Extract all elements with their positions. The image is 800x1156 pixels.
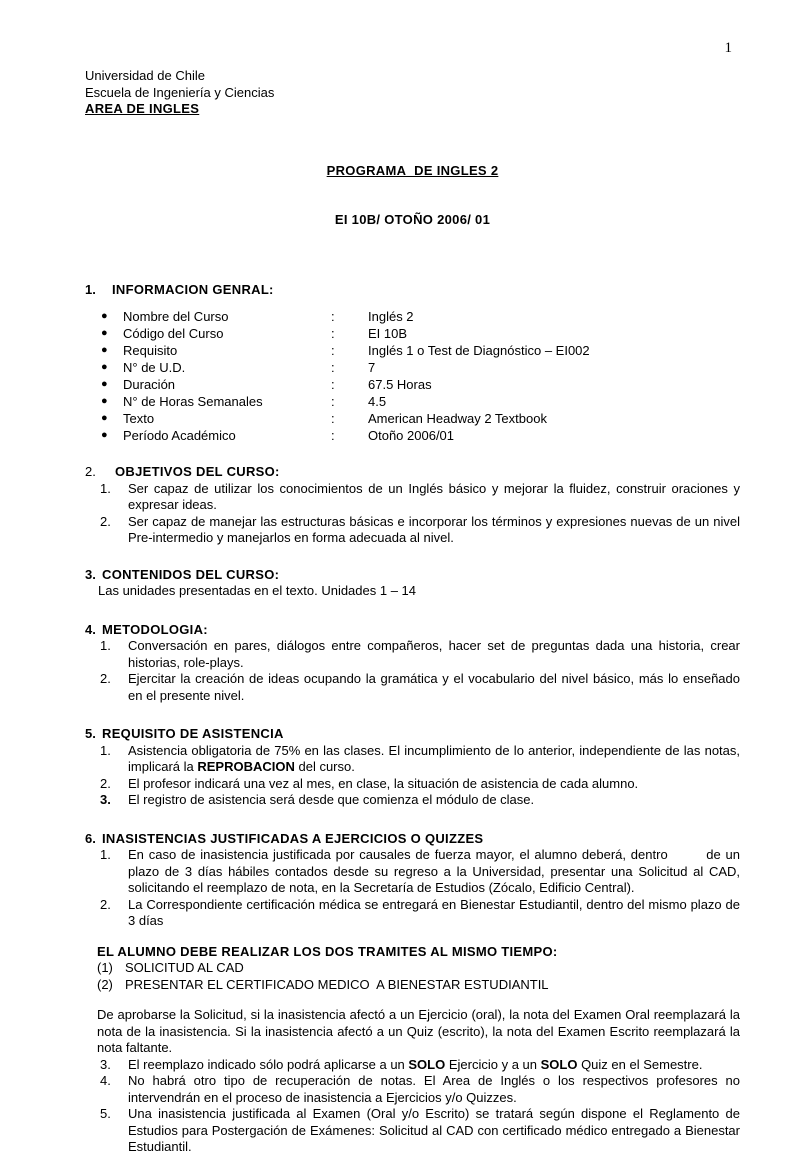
info-value: Inglés 2 bbox=[368, 309, 414, 324]
item-text-run: En caso de inasistencia justificada por causales de fuerza mayor, el alumno deberá, dentro de un plazo de 3 días hábiles contados desde su regreso a la Universidad, presentar una Solicitud al CAD, solicitando el reemplazo de nota, en la Secretaría de Estudios (Zócalo, Edificio Central). bbox=[128, 847, 744, 895]
section-1-heading bbox=[85, 282, 740, 299]
item-text bbox=[128, 776, 740, 793]
section-6-number: 6. bbox=[85, 830, 96, 846]
section-1-title: INFORMACION GENRAL: bbox=[112, 281, 274, 297]
item-text bbox=[128, 671, 744, 704]
info-separator: : bbox=[331, 326, 335, 341]
info-separator: : bbox=[331, 394, 335, 409]
tramite-text: PRESENTAR EL CERTIFICADO MEDICO A BIENESTAR ESTUDIANTIL bbox=[125, 976, 549, 992]
tramites-block bbox=[85, 944, 740, 994]
list-item bbox=[100, 1057, 740, 1074]
section-3-body: Las unidades presentadas en el texto. Unidades 1 – 14 bbox=[98, 583, 417, 598]
bullet-icon: ● bbox=[101, 412, 108, 424]
list-item bbox=[100, 776, 740, 793]
info-row-texto bbox=[101, 410, 740, 427]
list-item bbox=[100, 1106, 744, 1156]
item-number: 2. bbox=[100, 513, 111, 529]
info-value: EI 10B bbox=[368, 326, 408, 341]
item-text-bold-run: SOLO bbox=[540, 1056, 578, 1072]
list-item bbox=[100, 847, 744, 897]
item-text bbox=[128, 480, 744, 514]
list-item bbox=[100, 513, 744, 547]
org-header bbox=[85, 68, 740, 118]
section-3-number: 3. bbox=[85, 566, 96, 582]
tramite-item bbox=[97, 977, 740, 994]
item-text-run: El profesor indicará una vez al mes, en clase, la situación de asistencia de cada alumno. bbox=[128, 775, 639, 791]
item-number: 1. bbox=[100, 742, 111, 758]
info-label: Período Académico bbox=[123, 428, 236, 443]
item-text bbox=[128, 1106, 744, 1156]
item-text-run: Quiz en el Semestre. bbox=[577, 1056, 703, 1072]
item-text-run: Conversación en pares, diálogos entre compañeros, hacer set de preguntas dada una historia, crear historias, role-plays. bbox=[128, 638, 744, 670]
item-number: 4. bbox=[100, 1073, 111, 1088]
item-text bbox=[128, 638, 744, 671]
info-label: Código del Curso bbox=[123, 326, 224, 341]
info-value: Otoño 2006/01 bbox=[368, 428, 455, 443]
item-text bbox=[128, 513, 744, 547]
tramite-text: SOLICITUD AL CAD bbox=[125, 960, 244, 975]
item-text bbox=[128, 896, 744, 930]
info-label: N° de Horas Semanales bbox=[123, 394, 263, 409]
info-label: Nombre del Curso bbox=[123, 309, 229, 324]
list-item bbox=[100, 638, 744, 671]
item-number: 3. bbox=[100, 1056, 111, 1072]
list-item bbox=[100, 742, 744, 776]
section-2-heading bbox=[85, 464, 740, 481]
bullet-icon: ● bbox=[101, 378, 108, 390]
section-2-list bbox=[85, 480, 744, 547]
section-4-heading bbox=[85, 622, 740, 639]
item-text-run: El registro de asistencia será desde que comienza el módulo de clase. bbox=[128, 792, 535, 807]
section-6-title: INASISTENCIAS JUSTIFICADAS A EJERCICIOS O QUIZZES bbox=[102, 830, 484, 846]
info-row-codigo bbox=[101, 325, 740, 342]
info-label: Requisito bbox=[123, 343, 178, 358]
list-item bbox=[100, 896, 744, 930]
item-number: 1. bbox=[100, 847, 111, 862]
item-text bbox=[128, 847, 744, 897]
section-6-list-bottom bbox=[85, 1056, 744, 1156]
item-text-run: Ser capaz de manejar las estructuras básicas e incorporar los términos y expresiones nuevas de un nivel Pre-intermedio y manejarlos en forma adecuada al nivel. bbox=[128, 513, 744, 545]
section-2-title: OBJETIVOS DEL CURSO: bbox=[115, 464, 280, 479]
item-text bbox=[128, 1073, 744, 1106]
title-line-1: PROGRAMA DE INGLES 2 bbox=[326, 162, 499, 178]
bullet-icon: ● bbox=[101, 327, 108, 339]
item-text-bold-run: SOLO bbox=[408, 1056, 446, 1072]
info-separator: : bbox=[331, 360, 335, 375]
list-item bbox=[100, 1073, 744, 1106]
section-3-heading bbox=[85, 567, 740, 584]
item-text-bold-run: REPROBACION bbox=[197, 759, 295, 774]
info-label: N° de U.D. bbox=[123, 360, 186, 375]
item-number: 5. bbox=[100, 1106, 111, 1121]
section-2-number: 2. bbox=[85, 464, 96, 479]
bullet-icon: ● bbox=[101, 429, 108, 441]
approval-paragraph: De aprobarse la Solicitud, si la inasistencia afectó a un Ejercicio (oral), la nota del Examen Oral reemplazará la nota de la inasistencia. Si la inasistencia afectó a un Quiz (escrito), la nota del Examen Escrito reemplazará la nota faltante. bbox=[97, 1007, 744, 1055]
section-4-number: 4. bbox=[85, 621, 96, 637]
page-number: 1 bbox=[724, 40, 732, 56]
item-text-run: Una inasistencia justificada al Examen (Oral y/o Escrito) se tratará según dispone el Reglamento de Estudios para Postergación de Exámenes: Solicitud al CAD con certificado médico entregado a Bienestar Estudiantil. bbox=[128, 1106, 744, 1154]
document-title bbox=[85, 130, 740, 262]
course-info-list bbox=[85, 308, 740, 444]
tramite-number: (2) bbox=[97, 976, 113, 992]
item-text-run: del curso. bbox=[294, 759, 355, 774]
item-number: 1. bbox=[100, 480, 111, 496]
info-row-requisito bbox=[101, 342, 740, 359]
org-area: AREA DE INGLES bbox=[85, 101, 200, 116]
section-5-heading bbox=[85, 726, 740, 743]
item-text-run: Asistencia obligatoria de 75% en las clases. El incumplimiento de lo anterior, independiente de las notas, implicará la bbox=[128, 742, 744, 774]
item-number: 3. bbox=[100, 792, 111, 807]
list-item bbox=[100, 671, 744, 704]
info-label: Duración bbox=[123, 377, 176, 392]
info-separator: : bbox=[331, 309, 335, 324]
section-1-number: 1. bbox=[85, 281, 96, 297]
bullet-icon: ● bbox=[101, 344, 108, 356]
section-5-number: 5. bbox=[85, 726, 96, 741]
tramites-heading: EL ALUMNO DEBE REALIZAR LOS DOS TRAMITES AL MISMO TIEMPO: bbox=[97, 943, 558, 959]
section-4-title: METODOLOGIA: bbox=[102, 621, 208, 637]
item-number: 1. bbox=[100, 638, 111, 653]
item-text bbox=[128, 1057, 740, 1074]
section-5-list bbox=[85, 742, 744, 809]
section-6-list-top bbox=[85, 847, 744, 930]
section-3-title: CONTENIDOS DEL CURSO: bbox=[102, 566, 280, 582]
item-text bbox=[128, 742, 744, 776]
section-5-title: REQUISITO DE ASISTENCIA bbox=[102, 726, 284, 741]
bullet-icon: ● bbox=[101, 310, 108, 322]
info-separator: : bbox=[331, 343, 335, 358]
section-6-heading bbox=[85, 831, 740, 848]
info-row-horas-semanales bbox=[101, 393, 740, 410]
item-number: 2. bbox=[100, 896, 111, 912]
info-row-periodo bbox=[101, 427, 740, 444]
info-value: American Headway 2 Textbook bbox=[368, 411, 547, 426]
item-text-run: No habrá otro tipo de recuperación de notas. El Area de Inglés o los respectivos profesores no intervendrán en el proceso de inasistencia a Ejercicios y/o Quizzes. bbox=[128, 1073, 744, 1105]
list-item bbox=[100, 792, 740, 809]
info-row-ud bbox=[101, 359, 740, 376]
item-number: 2. bbox=[100, 671, 111, 686]
info-value: 67.5 Horas bbox=[368, 377, 432, 392]
info-separator: : bbox=[331, 377, 335, 392]
tramite-number: (1) bbox=[97, 960, 113, 975]
item-text bbox=[128, 792, 740, 809]
org-name: Universidad de Chile bbox=[85, 68, 205, 83]
bullet-icon: ● bbox=[101, 361, 108, 373]
org-school: Escuela de Ingeniería y Ciencias bbox=[85, 84, 275, 100]
item-text-run: Ejercicio y a un bbox=[445, 1056, 541, 1072]
info-row-nombre bbox=[101, 308, 740, 325]
item-text-run: Ser capaz de utilizar los conocimientos de un Inglés básico y mejorar la fluidez, construir oraciones y expresar ideas. bbox=[128, 480, 744, 512]
info-separator: : bbox=[331, 428, 335, 443]
item-text-run: Ejercitar la creación de ideas ocupando la gramática y el vocabulario del nivel básico, más lo enseñado en el presente nivel. bbox=[128, 671, 744, 703]
section-4-list bbox=[85, 638, 744, 704]
info-label: Texto bbox=[123, 411, 155, 426]
bullet-icon: ● bbox=[101, 395, 108, 407]
item-text-run: El reemplazo indicado sólo podrá aplicarse a un bbox=[128, 1056, 409, 1072]
item-text-run: La Correspondiente certificación médica se entregará en Bienestar Estudiantil, dentro del mismo plazo de 3 días bbox=[128, 896, 744, 928]
info-value: 4.5 bbox=[368, 394, 387, 409]
info-row-duracion bbox=[101, 376, 740, 393]
item-number: 2. bbox=[100, 775, 111, 791]
info-value: Inglés 1 o Test de Diagnóstico – EI002 bbox=[368, 343, 590, 358]
title-line-2: EI 10B/ OTOÑO 2006/ 01 bbox=[334, 212, 491, 227]
tramite-item bbox=[97, 960, 740, 977]
info-value: 7 bbox=[368, 360, 376, 375]
info-separator: : bbox=[331, 411, 335, 426]
list-item bbox=[100, 480, 744, 514]
